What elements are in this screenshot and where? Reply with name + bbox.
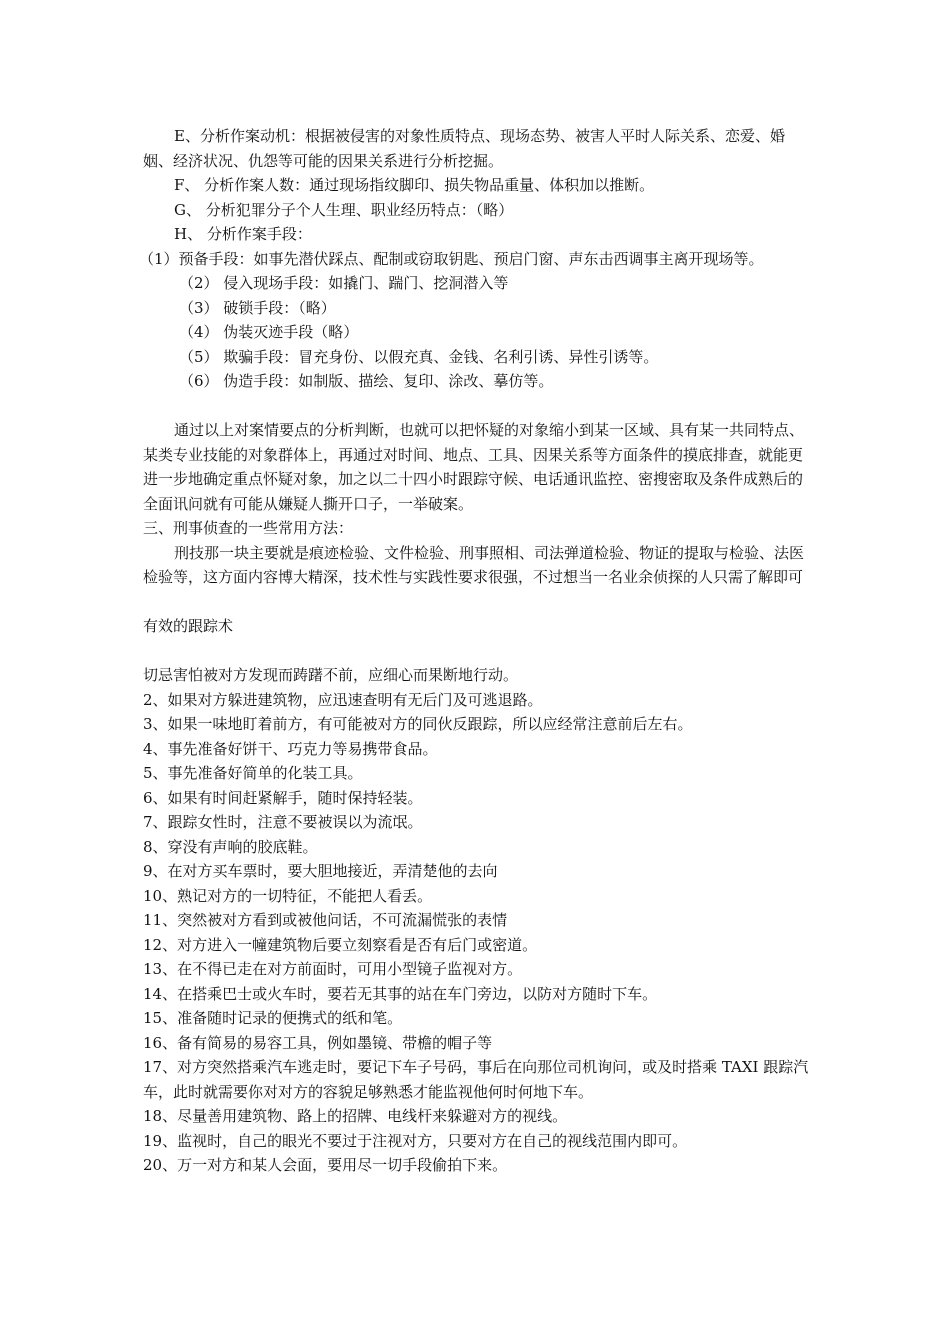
tracking-tip: 17、对方突然搭乘汽车逃走时，要记下车子号码，事后在向那位司机询问，或及时搭乘 TAXI 跟踪汽车，此时就需要你对对方的容貌足够熟悉才能监视他何时何地下车。	[143, 1058, 809, 1101]
means-item-6: （6） 伪造手段：如制版、描绘、复印、涂改、摹仿等。	[179, 372, 554, 390]
means-item-5: （5） 欺骗手段：冒充身份、以假充真、金钱、名利引诱、异性引诱等。	[179, 347, 659, 366]
means-item-4: （4） 伪装灭迹手段（略）	[179, 323, 359, 341]
tracking-tip: 8、穿没有声响的胶底鞋。	[143, 837, 318, 856]
tracking-tip: 10、熟记对方的一切特征，不能把人看丢。	[143, 886, 433, 905]
means-item-3: （3） 破锁手段：（略）	[179, 298, 336, 317]
summary-paragraph: 通过以上对案情要点的分析判断，也就可以把怀疑的对象缩小到某一区域、具有某一共同特点、某类专业技能的对象群体上，再通过对时间、地点、工具、因果关系等方面条件的摸底排查，就能更进一步地确定重点怀疑对象，加之以二十四小时跟踪守候、电话通讯监控、密搜密取及条件成熟后的全面讯问就有可能从嫌疑人撕开口子，一举破案。	[143, 421, 805, 513]
tracking-title: 有效的跟踪术	[143, 617, 234, 635]
tracking-tip: 3、如果一味地盯着前方，有可能被对方的同伙反跟踪，所以应经常注意前后左右。	[143, 715, 693, 733]
tracking-tip: 5、事先准备好简单的化装工具。	[143, 764, 363, 782]
spacer	[143, 394, 811, 419]
tracking-tip: 15、准备随时记录的便携式的纸和笔。	[143, 1009, 403, 1027]
document-body	[139, 124, 811, 1178]
tracking-tip: 11、突然被对方看到或被他问话，不可流漏慌张的表情	[143, 911, 508, 929]
spacer	[143, 590, 811, 615]
analysis-item-g: G、 分析犯罪分子个人生理、职业经历特点：（略）	[174, 200, 514, 219]
analysis-item-f: F、 分析作案人数：通过现场指纹脚印、损失物品重量、体积加以推断。	[174, 176, 655, 194]
section-three-paragraph: 刑技那一块主要就是痕迹检验、文件检验、刑事照相、司法弹道检验、物证的提取与检验、法医检验等，这方面内容博大精深，技术性与实践性要求很强，不过想当一名业余侦探的人只需了解即可	[143, 543, 805, 586]
tracking-tip: 16、备有简易的易容工具，例如墨镜、带檐的帽子等	[143, 1033, 493, 1052]
analysis-item-e: E、分析作案动机：根据被侵害的对象性质特点、现场态势、被害人平时人际关系、恋爱、婚姻、经济状况、仇怨等可能的因果关系进行分析挖掘。	[143, 127, 785, 170]
means-item-1: （1）预备手段：如事先潜伏踩点、配制或窃取钥匙、预启门窗、声东击西调事主离开现场等。	[139, 249, 764, 268]
spacer	[143, 639, 811, 664]
tracking-tip: 9、在对方买车票时，要大胆地接近，弄清楚他的去向	[143, 862, 498, 880]
tracking-tip: 2、如果对方躲进建筑物，应迅速查明有无后门及可逃退路。	[143, 690, 543, 709]
tracking-intro: 切忌害怕被对方发现而踌躇不前，应细心而果断地行动。	[143, 666, 519, 684]
tracking-tip: 18、尽量善用建筑物、路上的招牌、电线杆来躲避对方的视线。	[143, 1107, 568, 1125]
tracking-tip: 13、在不得已走在对方前面时，可用小型镜子监视对方。	[143, 960, 523, 978]
tracking-tip: 4、事先准备好饼干、巧克力等易携带食品。	[143, 739, 438, 758]
tracking-tip: 19、监视时，自己的眼光不要过于注视对方，只要对方在自己的视线范围内即可。	[143, 1131, 688, 1150]
tracking-tip: 14、在搭乘巴士或火车时，要若无其事的站在车门旁边，以防对方随时下车。	[143, 984, 658, 1003]
tracking-tip: 12、对方进入一幢建筑物后要立刻察看是否有后门或密道。	[143, 935, 538, 954]
tracking-tip: 20、万一对方和某人会面，要用尽一切手段偷拍下来。	[143, 1156, 508, 1174]
tracking-tip: 7、跟踪女性时，注意不要被误以为流氓。	[143, 813, 423, 831]
means-item-2: （2） 侵入现场手段：如撬门、踹门、挖洞潜入等	[179, 274, 509, 292]
section-three-heading: 三、刑事侦查的一些常用方法：	[143, 519, 354, 537]
analysis-item-h: H、 分析作案手段：	[174, 225, 312, 243]
tracking-tip: 6、如果有时间赶紧解手，随时保持轻装。	[143, 788, 423, 807]
